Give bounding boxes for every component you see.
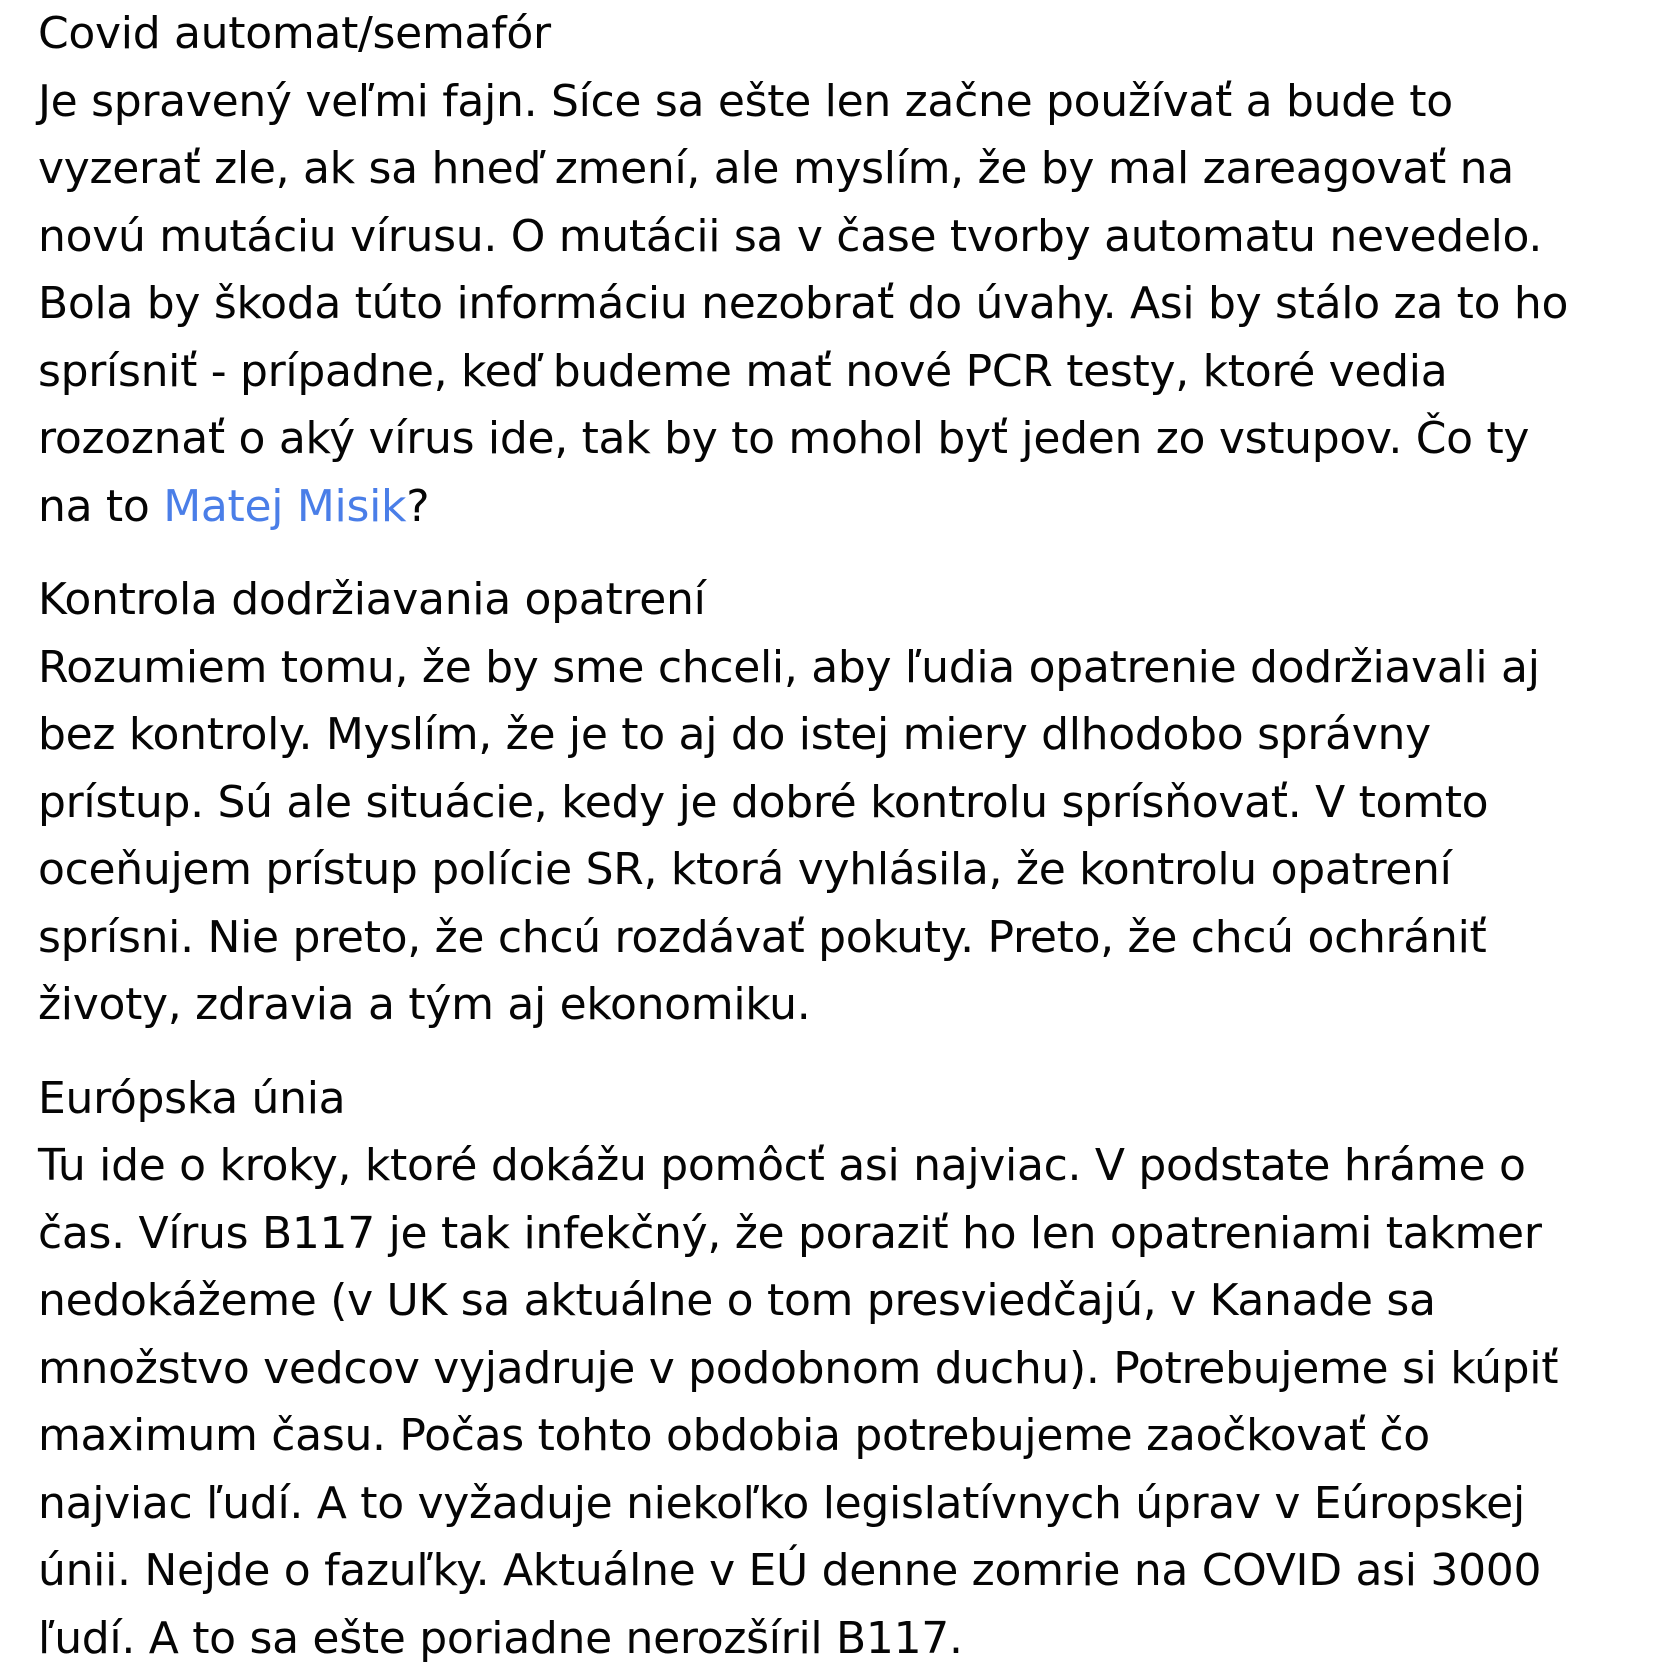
text-line: životy, zdravia a tým aj ekonomiku. [38,979,811,1030]
text-line: novú mutáciu vírusu. O mutácii sa v čase tvorby automatu nevedelo. [38,210,1543,262]
text-line: množstvo vedcov vyjadruje v podobnom duchu). Potrebujeme si kúpiť [38,1342,1559,1394]
text-line: čas. Vírus B117 je tak infekčný, že poraziť ho len opatreniami takmer [38,1207,1542,1259]
mention-prefix: na to [38,480,164,532]
section-covid-automat [38,0,1680,540]
text-line: únii. Nejde o fazuľky. Aktuálne v EÚ denne zomrie na COVID asi 3000 [38,1545,1542,1596]
section-heading: Covid automat/semafór [38,8,551,59]
text-line: ľudí. A to sa ešte poriadne nerozšíril B117. [38,1612,963,1664]
text-line: oceňujem prístup polície SR, ktorá vyhlásila, že kontrolu opatrení [38,844,1452,895]
text-line: vyzerať zle, ak sa hneď zmení, ale myslím, že by mal zareagovať na [38,143,1514,194]
mention-link-matej-misik[interactable]: Matej Misik [163,480,407,532]
text-line: sprísni. Nie preto, že chcú rozdávať pokuty. Preto, že chcú ochrániť [38,911,1487,963]
text-line: prístup. Sú ale situácie, kedy je dobré kontrolu sprísňovať. V tomto [38,776,1489,828]
mention-suffix: ? [406,480,430,532]
section-heading: Európska únia [38,1072,346,1124]
text-line: Rozumiem tomu, že by sme chceli, aby ľudia opatrenie dodržiavali aj [38,641,1540,693]
section-heading: Kontrola dodržiavania opatrení [38,574,706,625]
text-line: maximum času. Počas tohto obdobia potrebujeme zaočkovať čo [38,1410,1430,1461]
text-line: bez kontroly. Myslím, že je to aj do istej miery dlhodobo správny [38,709,1431,760]
text-line-with-mention [38,473,1680,541]
section-kontrola-opatreni [38,566,1680,1039]
text-line: najviac ľudí. A to vyžaduje niekoľko legislatívnych úprav v Eúropskej [38,1477,1525,1529]
text-line: sprísniť - prípadne, keď budeme mať nové PCR testy, ktoré vedia [38,345,1448,397]
text-line: Je spravený veľmi fajn. Síce sa ešte len začne používať a bude to [38,75,1453,127]
text-line: nedokážeme (v UK sa aktuálne o tom presviedčajú, v Kanade sa [38,1275,1436,1326]
text-line: Bola by škoda túto informáciu nezobrať do úvahy. Asi by stálo za to ho [38,278,1569,329]
section-europska-unia [38,1065,1680,1673]
text-line: Tu ide o kroky, ktoré dokážu pomôcť asi najviac. V podstate hráme o [38,1140,1526,1191]
post-text [38,0,1680,1672]
text-line: rozoznať o aký vírus ide, tak by to mohol byť jeden zo vstupov. Čo ty [38,413,1530,464]
